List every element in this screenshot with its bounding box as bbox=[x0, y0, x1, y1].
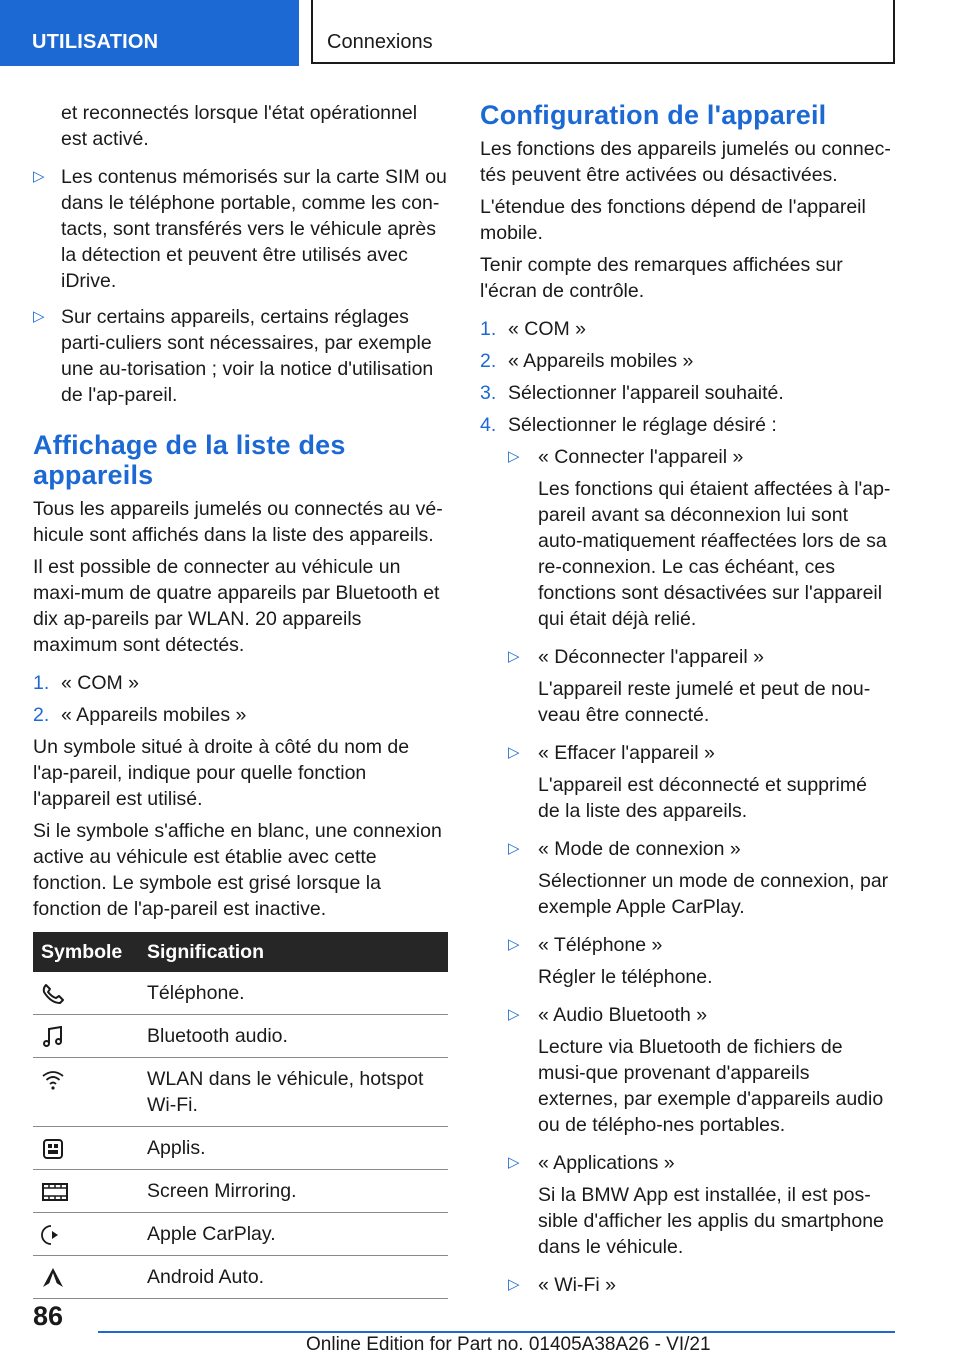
option-description: L'appareil reste jumelé et peut de nou‐veau être connecté. bbox=[538, 678, 871, 726]
triangle-bullet-icon: ▷ bbox=[508, 1276, 520, 1293]
option-description: Si la BMW App est installée, il est pos‐sible d'afficher les applis du smartphone dans le véhicule. bbox=[538, 1184, 884, 1258]
symbol-table bbox=[33, 932, 448, 1299]
paragraph: Il est possible de connecter au véhicule un maxi‐mum de quatre appareils par Bluetooth et dix ap‐pareils par WLAN. 20 appareils maximum sont détectés. bbox=[33, 556, 440, 656]
page-number: 86 bbox=[33, 1301, 64, 1331]
option-item bbox=[508, 1002, 892, 1028]
continued-paragraph: et reconnectés lorsque l'état opérationnel est activé. bbox=[61, 102, 418, 150]
step-text: « COM » bbox=[508, 318, 587, 340]
paragraph: Si le symbole s'affiche en blanc, une connexion active au véhicule est établie avec cette fonction. Le symbole est grisé lorsque la fonction de l'ap‐pareil est inactive. bbox=[33, 820, 442, 920]
option-item bbox=[508, 932, 892, 958]
triangle-bullet-icon: ▷ bbox=[508, 448, 520, 465]
option-description: L'appareil est déconnecté et supprimé de la liste des appareils. bbox=[538, 774, 867, 822]
option-label: « Effacer l'appareil » bbox=[538, 742, 715, 764]
option-item bbox=[508, 444, 892, 470]
table-row bbox=[33, 1058, 448, 1127]
table-header-meaning: Signification bbox=[139, 932, 448, 972]
table-cell-meaning: Applis. bbox=[139, 1127, 448, 1170]
bullet-item bbox=[33, 164, 448, 294]
step-number: 3. bbox=[480, 382, 497, 404]
bullet-item bbox=[33, 304, 448, 408]
option-item bbox=[508, 1272, 892, 1298]
table-row bbox=[33, 1256, 448, 1299]
triangle-bullet-icon: ▷ bbox=[33, 168, 45, 185]
numbered-step bbox=[33, 702, 448, 728]
step-number: 2. bbox=[480, 350, 497, 372]
wifi-icon bbox=[33, 1058, 139, 1127]
step-number: 4. bbox=[480, 414, 497, 436]
triangle-bullet-icon: ▷ bbox=[508, 936, 520, 953]
step-number: 1. bbox=[33, 672, 50, 694]
numbered-step bbox=[480, 348, 892, 374]
option-label: « Téléphone » bbox=[538, 934, 663, 956]
table-row bbox=[33, 1213, 448, 1256]
option-label: « Mode de connexion » bbox=[538, 838, 741, 860]
numbered-step bbox=[480, 412, 892, 438]
paragraph: Un symbole situé à droite à côté du nom de l'ap‐pareil, indique pour quelle fonction l'appareil est utilisé. bbox=[33, 736, 410, 810]
phone-icon bbox=[33, 972, 139, 1015]
table-cell-meaning: Téléphone. bbox=[139, 972, 448, 1015]
table-cell-meaning: Apple CarPlay. bbox=[139, 1213, 448, 1256]
triangle-bullet-icon: ▷ bbox=[33, 308, 45, 325]
step-text: « Appareils mobiles » bbox=[508, 350, 694, 372]
table-cell-meaning: WLAN dans le véhicule, hotspot Wi-Fi. bbox=[139, 1058, 448, 1127]
music-note-icon bbox=[33, 1015, 139, 1058]
option-item bbox=[508, 836, 892, 862]
step-text: Sélectionner l'appareil souhaité. bbox=[508, 382, 784, 404]
table-row bbox=[33, 972, 448, 1015]
option-item bbox=[508, 644, 892, 670]
triangle-bullet-icon: ▷ bbox=[508, 648, 520, 665]
section-tab: UTILISATION bbox=[0, 0, 299, 66]
triangle-bullet-icon: ▷ bbox=[508, 744, 520, 761]
option-label: « Applications » bbox=[538, 1152, 675, 1174]
footer-edition: Online Edition for Part no. 01405A38A26 - VI/21 bbox=[306, 1334, 711, 1355]
table-header-symbol: Symbole bbox=[33, 932, 139, 972]
numbered-step bbox=[33, 670, 448, 696]
table-cell-meaning: Screen Mirroring. bbox=[139, 1170, 448, 1213]
section-heading: Affichage de la liste des appareils bbox=[33, 430, 346, 490]
footer-divider bbox=[98, 1331, 895, 1333]
page-header bbox=[0, 0, 960, 66]
step-number: 2. bbox=[33, 704, 50, 726]
paragraph: Les fonctions des appareils jumelés ou connec‐tés peuvent être activées ou désactivées. bbox=[480, 138, 891, 186]
numbered-step bbox=[480, 316, 892, 342]
apps-icon bbox=[33, 1127, 139, 1170]
table-header-row bbox=[33, 932, 448, 972]
option-label: « Connecter l'appareil » bbox=[538, 446, 744, 468]
table-cell-meaning: Android Auto. bbox=[139, 1256, 448, 1299]
paragraph: Tous les appareils jumelés ou connectés au vé‐hicule sont affichés dans la liste des appareils. bbox=[33, 498, 443, 546]
paragraph: L'étendue des fonctions dépend de l'appareil mobile. bbox=[480, 196, 866, 244]
option-item bbox=[508, 740, 892, 766]
carplay-icon bbox=[33, 1213, 139, 1256]
option-description: Sélectionner un mode de connexion, par exemple Apple CarPlay. bbox=[538, 870, 889, 918]
table-cell-meaning: Bluetooth audio. bbox=[139, 1015, 448, 1058]
option-description: Lecture via Bluetooth de fichiers de musi‐que provenant d'appareils externes, par exemple d'appareils audio ou de télépho‐nes portables. bbox=[538, 1036, 884, 1136]
left-column bbox=[33, 100, 448, 1299]
step-text: Sélectionner le réglage désiré : bbox=[508, 414, 777, 436]
numbered-step bbox=[480, 380, 892, 406]
right-column bbox=[480, 100, 892, 1304]
triangle-bullet-icon: ▷ bbox=[508, 1154, 520, 1171]
option-description: Régler le téléphone. bbox=[538, 966, 713, 988]
triangle-bullet-icon: ▷ bbox=[508, 840, 520, 857]
option-description: Les fonctions qui étaient affectées à l'ap‐pareil avant sa déconnexion lui sont auto‐matiquement réaffectées lors de sa re‐connexion. Le cas échéant, ces fonctions sont désactivées sur l'appareil qui était déjà relié. bbox=[538, 478, 891, 630]
option-label: « Déconnecter l'appareil » bbox=[538, 646, 764, 668]
paragraph: Tenir compte des remarques affichées sur l'écran de contrôle. bbox=[480, 254, 843, 302]
section-heading: Configuration de l'appareil bbox=[480, 100, 827, 130]
screen-mirroring-icon bbox=[33, 1170, 139, 1213]
option-label: « Audio Bluetooth » bbox=[538, 1004, 708, 1026]
step-text: « COM » bbox=[61, 672, 140, 694]
table-row bbox=[33, 1170, 448, 1213]
table-row bbox=[33, 1127, 448, 1170]
step-number: 1. bbox=[480, 318, 497, 340]
step-text: « Appareils mobiles » bbox=[61, 704, 247, 726]
bullet-text: Les contenus mémorisés sur la carte SIM ou dans le téléphone portable, comme les con‐tacts, sont transférés vers le véhicule après la détection et peuvent être utilisés avec iDrive. bbox=[61, 166, 447, 292]
option-item bbox=[508, 1150, 892, 1176]
table-row bbox=[33, 1015, 448, 1058]
bullet-text: Sur certains appareils, certains réglages parti‐culiers sont nécessaires, par exemple une au‐torisation ; voir la notice d'utilisation de l'ap‐pareil. bbox=[61, 306, 434, 406]
android-auto-icon bbox=[33, 1256, 139, 1299]
chapter-title: Connexions bbox=[311, 0, 895, 64]
option-label: « Wi-Fi » bbox=[538, 1274, 616, 1296]
triangle-bullet-icon: ▷ bbox=[508, 1006, 520, 1023]
